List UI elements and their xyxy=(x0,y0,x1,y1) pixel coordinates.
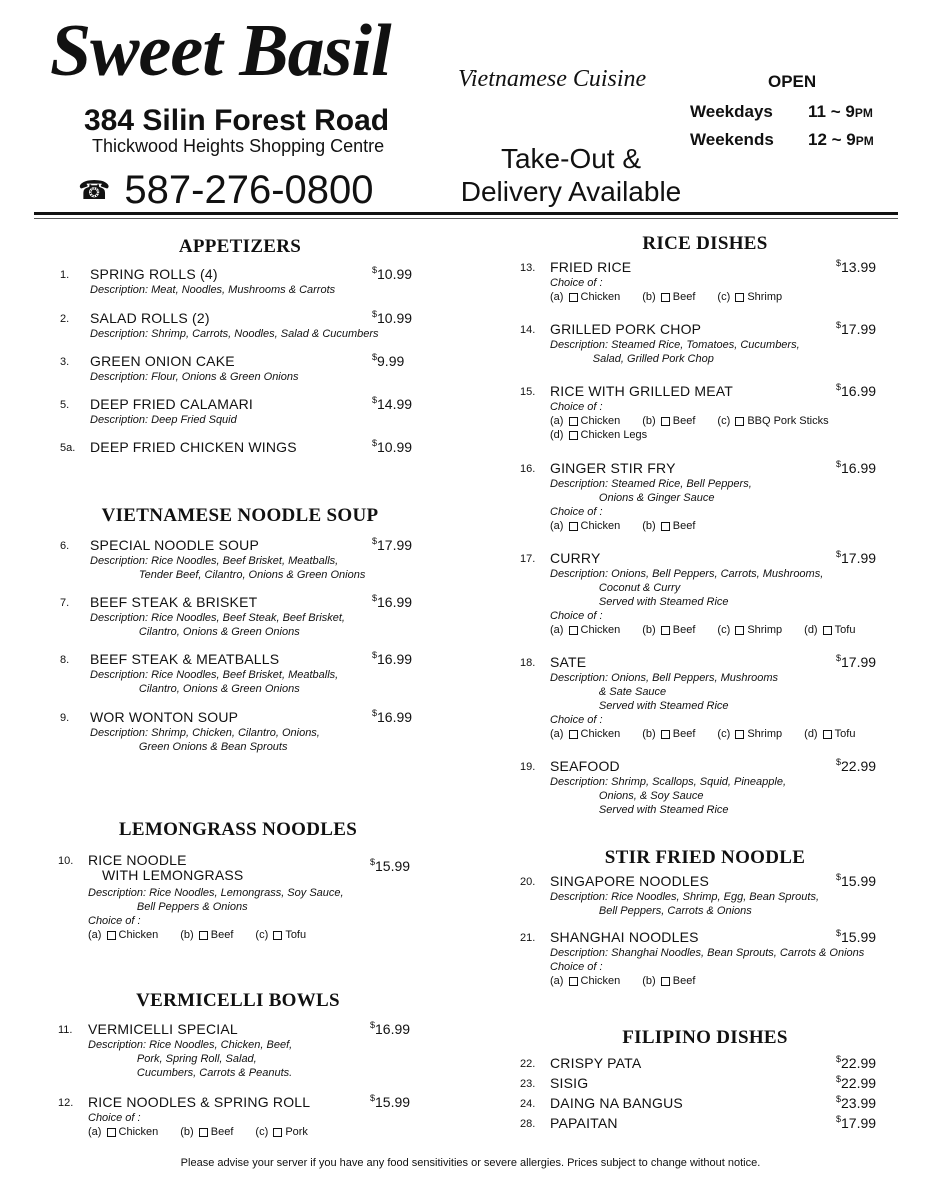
item-price: $10.99 xyxy=(372,309,413,326)
item-number: 1. xyxy=(60,269,70,281)
item-description: Description: Flour, Onions & Green Onions xyxy=(90,371,299,383)
item-number: 14. xyxy=(520,324,536,336)
item-number: 20. xyxy=(520,876,536,888)
item-name: GREEN ONION CAKE xyxy=(90,353,235,369)
item-price: $9.99 xyxy=(372,352,405,369)
item-choices xyxy=(550,609,877,637)
item-choices xyxy=(88,1111,330,1139)
checkbox-icon xyxy=(273,931,282,940)
takeout-line-2: Delivery Available xyxy=(460,176,682,207)
footer-note: Please advise your server if you have any food sensitivities or severe allergies. Prices subject to change without notice. xyxy=(180,1157,761,1169)
item-description: Description: Onions, Bell Peppers, Mushrooms & Sate Sauce Served with Steamed Rice xyxy=(550,672,779,712)
choice-label: Choice of : xyxy=(550,401,603,413)
checkbox-icon xyxy=(661,417,670,426)
item-name: DAING NA BANGUS xyxy=(550,1095,683,1111)
checkbox-icon xyxy=(569,977,578,986)
choice-option[interactable]: (b) Beef xyxy=(642,520,696,532)
item-number: 3. xyxy=(60,356,70,368)
item-number: 11. xyxy=(58,1024,73,1036)
item-description: Description: Steamed Rice, Tomatoes, Cucumbers, Salad, Grilled Pork Chop xyxy=(550,339,800,365)
item-price: $15.99 xyxy=(370,1093,411,1110)
checkbox-icon xyxy=(569,626,578,635)
item-name: VERMICELLI SPECIAL xyxy=(88,1021,238,1037)
item-description: Description: Shrimp, Scallops, Squid, Pineapple, Onions, & Soy Sauce Served with Steamed Rice xyxy=(550,776,787,816)
item-number: 8. xyxy=(60,654,70,666)
item-number: 5a. xyxy=(60,442,76,454)
item-price: $17.99 xyxy=(836,653,877,670)
takeout-line-1: Take-Out & xyxy=(500,143,642,174)
choice-option[interactable]: (a) Chicken xyxy=(550,415,621,427)
item-price: $22.99 xyxy=(836,1054,877,1071)
choice-option[interactable]: (c) Pork xyxy=(255,1126,308,1138)
choice-option[interactable]: (a) Chicken xyxy=(550,728,621,740)
item-name: SISIG xyxy=(550,1075,589,1091)
item-description: Description: Shanghai Noodles, Bean Sprouts, Carrots & Onions xyxy=(550,947,865,959)
checkbox-icon xyxy=(661,522,670,531)
choice-option[interactable]: (d) Chicken Legs xyxy=(550,429,648,441)
checkbox-icon xyxy=(569,730,578,739)
item-number: 22. xyxy=(520,1058,536,1070)
item-number: 12. xyxy=(58,1097,74,1109)
shopping-centre: Thickwood Heights Shopping Centre xyxy=(92,136,385,156)
item-price: $10.99 xyxy=(372,438,413,455)
checkbox-icon xyxy=(569,522,578,531)
takeout-notice xyxy=(440,142,702,208)
item-price: $16.99 xyxy=(372,593,413,610)
item-number: 5. xyxy=(60,399,70,411)
item-choices xyxy=(88,914,328,942)
choice-label: Choice of : xyxy=(88,915,141,927)
checkbox-icon xyxy=(735,293,744,302)
choice-option[interactable]: (b) Beef xyxy=(180,929,234,941)
item-name: SINGAPORE NOODLES xyxy=(550,873,709,889)
hours-time: 12 ~ 9PM xyxy=(808,130,874,149)
choice-option[interactable]: (a) Chicken xyxy=(550,624,621,636)
item-price: $16.99 xyxy=(836,459,877,476)
item-name: GRILLED PORK CHOP xyxy=(550,321,702,337)
section-title-rice: RICE DISHES xyxy=(642,233,768,254)
item-price: $17.99 xyxy=(372,536,413,553)
checkbox-icon xyxy=(569,431,578,440)
item-number: 21. xyxy=(520,932,536,944)
checkbox-icon xyxy=(661,293,670,302)
item-number: 9. xyxy=(60,712,70,724)
item-name: BEEF STEAK & BRISKET xyxy=(90,594,258,610)
choice-option[interactable]: (a) Chicken xyxy=(550,520,621,532)
item-price: $22.99 xyxy=(836,1074,877,1091)
item-number: 13. xyxy=(520,262,536,274)
item-number: 17. xyxy=(520,553,536,565)
choice-option[interactable]: (b) Beef xyxy=(642,624,696,636)
choice-option[interactable]: (a) Chicken xyxy=(550,975,621,987)
choice-label: Choice of : xyxy=(550,610,603,622)
open-label: OPEN xyxy=(768,72,817,91)
checkbox-icon xyxy=(735,626,744,635)
address: 384 Silin Forest Road xyxy=(84,104,390,137)
item-name: RICE WITH GRILLED MEAT xyxy=(550,383,734,399)
item-price: $17.99 xyxy=(836,549,877,566)
item-name: DEEP FRIED CALAMARI xyxy=(90,396,254,412)
checkbox-icon xyxy=(823,730,832,739)
item-name: WOR WONTON SOUP xyxy=(90,709,239,725)
section-title-appetizers: APPETIZERS xyxy=(178,236,302,257)
item-price: $17.99 xyxy=(836,320,877,337)
checkbox-icon xyxy=(107,931,116,940)
item-price: $16.99 xyxy=(372,650,413,667)
item-price: $16.99 xyxy=(370,1020,411,1037)
item-price: $16.99 xyxy=(372,708,413,725)
item-number: 16. xyxy=(520,463,536,475)
item-number: 24. xyxy=(520,1098,536,1110)
item-name-line-2: WITH LEMONGRASS xyxy=(102,867,244,883)
item-name: SATE xyxy=(550,654,587,670)
item-description: Description: Shrimp, Carrots, Noodles, Salad & Cucumbers xyxy=(90,328,379,340)
item-price: $13.99 xyxy=(836,258,877,275)
item-name: RICE NOODLE xyxy=(88,852,187,868)
choice-label: Choice of : xyxy=(550,714,603,726)
item-number: 15. xyxy=(520,386,536,398)
item-choices xyxy=(550,505,717,533)
header-divider-thin xyxy=(34,218,898,219)
phone-block xyxy=(78,168,374,213)
item-description: Description: Steamed Rice, Bell Peppers, Onions & Ginger Sauce xyxy=(550,478,752,504)
opening-hours xyxy=(690,98,874,154)
item-name: BEEF STEAK & MEATBALLS xyxy=(90,651,280,667)
item-name: SALAD ROLLS (2) xyxy=(90,310,210,326)
item-price: $10.99 xyxy=(372,265,413,282)
choice-label: Choice of : xyxy=(550,277,603,289)
choice-option[interactable]: (b) Beef xyxy=(642,291,696,303)
checkbox-icon xyxy=(107,1128,116,1137)
checkbox-icon xyxy=(273,1128,282,1137)
hours-time: 11 ~ 9PM xyxy=(808,102,873,121)
item-choices xyxy=(550,400,851,442)
choice-option[interactable]: (b) Beef xyxy=(642,415,696,427)
checkbox-icon xyxy=(199,931,208,940)
item-description: Description: Rice Noodles, Shrimp, Egg, Bean Sprouts, Bell Peppers, Carrots & Onions xyxy=(550,891,820,917)
item-number: 19. xyxy=(520,761,536,773)
item-name: CURRY xyxy=(550,550,601,566)
section-title-vermicelli: VERMICELLI BOWLS xyxy=(136,990,340,1011)
hours-row xyxy=(690,98,874,126)
item-name: PAPAITAN xyxy=(550,1115,618,1131)
hours-day: Weekdays xyxy=(690,102,773,121)
item-description: Description: Onions, Bell Peppers, Carrots, Mushrooms, Coconut & Curry Served with Steamed Rice xyxy=(550,568,824,608)
item-name: CRISPY PATA xyxy=(550,1055,642,1071)
item-name: SHANGHAI NOODLES xyxy=(550,929,699,945)
item-number: 6. xyxy=(60,540,70,552)
item-price: $23.99 xyxy=(836,1094,877,1111)
phone-number[interactable]: 587-276-0800 xyxy=(124,168,374,212)
item-description: Description: Rice Noodles, Chicken, Beef, Pork, Spring Roll, Salad, Cucumbers, Carrots & Peanuts. xyxy=(88,1039,293,1079)
item-name: SEAFOOD xyxy=(550,758,620,774)
item-price: $15.99 xyxy=(370,857,411,874)
telephone-icon: ☎ xyxy=(78,175,111,205)
item-number: 28. xyxy=(520,1118,536,1130)
item-description: Description: Shrimp, Chicken, Cilantro, Onions, Green Onions & Bean Sprouts xyxy=(90,727,320,753)
checkbox-icon xyxy=(661,626,670,635)
checkbox-icon xyxy=(569,417,578,426)
header-divider xyxy=(34,212,898,215)
checkbox-icon xyxy=(661,977,670,986)
choice-option[interactable]: (d) Tofu xyxy=(804,624,856,636)
item-description: Description: Meat, Noodles, Mushrooms & Carrots xyxy=(90,284,336,296)
item-description: Description: Rice Noodles, Beef Steak, Beef Brisket, Cilantro, Onions & Green Onions xyxy=(90,612,345,638)
item-name: SPRING ROLLS (4) xyxy=(90,266,218,282)
item-number: 18. xyxy=(520,657,536,669)
section-title-filipino: FILIPINO DISHES xyxy=(622,1027,788,1048)
item-choices xyxy=(550,276,804,304)
choice-option[interactable]: (c) Tofu xyxy=(255,929,307,941)
hours-row xyxy=(690,126,874,154)
item-description: Description: Deep Fried Squid xyxy=(90,414,237,426)
item-name: FRIED RICE xyxy=(550,259,632,275)
choice-option[interactable]: (d) Tofu xyxy=(804,728,856,740)
cuisine-subtitle: Vietnamese Cuisine xyxy=(458,66,647,92)
item-name: GINGER STIR FRY xyxy=(550,460,676,476)
checkbox-icon xyxy=(735,730,744,739)
item-number: 2. xyxy=(60,313,70,325)
item-price: $15.99 xyxy=(836,872,877,889)
item-choices xyxy=(550,960,717,988)
item-number: 23. xyxy=(520,1078,536,1090)
checkbox-icon xyxy=(735,417,744,426)
choice-option[interactable]: (b) Beef xyxy=(642,728,696,740)
item-number: 10. xyxy=(58,855,74,867)
item-description: Description: Rice Noodles, Beef Brisket, Meatballs, Cilantro, Onions & Green Onions xyxy=(90,669,339,695)
section-title-stir-fried: STIR FRIED NOODLE xyxy=(604,847,806,868)
checkbox-icon xyxy=(199,1128,208,1137)
choice-label: Choice of : xyxy=(550,506,603,518)
choice-option[interactable]: (a) Chicken xyxy=(88,1126,159,1138)
choice-option[interactable]: (b) Beef xyxy=(642,975,696,987)
item-description: Description: Rice Noodles, Lemongrass, Soy Sauce, Bell Peppers & Onions xyxy=(88,887,344,913)
restaurant-name: Sweet Basil xyxy=(50,10,391,92)
item-price: $22.99 xyxy=(836,757,877,774)
checkbox-icon xyxy=(823,626,832,635)
section-title-noodle-soup: VIETNAMESE NOODLE SOUP xyxy=(101,505,379,526)
choice-option[interactable]: (a) Chicken xyxy=(550,291,621,303)
item-name: DEEP FRIED CHICKEN WINGS xyxy=(90,439,297,455)
item-name: SPECIAL NOODLE SOUP xyxy=(90,537,259,553)
choice-option[interactable]: (a) Chicken xyxy=(88,929,159,941)
item-choices xyxy=(550,713,877,741)
choice-option[interactable]: (c) Shrimp xyxy=(717,291,783,303)
checkbox-icon xyxy=(661,730,670,739)
item-price: $14.99 xyxy=(372,395,413,412)
choice-option[interactable]: (c) Shrimp xyxy=(717,728,783,740)
item-description: Description: Rice Noodles, Beef Brisket, Meatballs, Tender Beef, Cilantro, Onions & Green Onions xyxy=(90,555,366,581)
item-price: $17.99 xyxy=(836,1114,877,1131)
item-price: $15.99 xyxy=(836,928,877,945)
item-number: 7. xyxy=(60,597,70,609)
hours-day: Weekends xyxy=(690,130,774,149)
choice-label: Choice of : xyxy=(550,961,603,973)
checkbox-icon xyxy=(569,293,578,302)
item-price: $16.99 xyxy=(836,382,877,399)
choice-option[interactable]: (c) BBQ Pork Sticks xyxy=(717,415,829,427)
section-title-lemongrass: LEMONGRASS NOODLES xyxy=(118,819,358,840)
choice-label: Choice of : xyxy=(88,1112,141,1124)
item-name: RICE NOODLES & SPRING ROLL xyxy=(88,1094,311,1110)
choice-option[interactable]: (b) Beef xyxy=(180,1126,234,1138)
choice-option[interactable]: (c) Shrimp xyxy=(717,624,783,636)
